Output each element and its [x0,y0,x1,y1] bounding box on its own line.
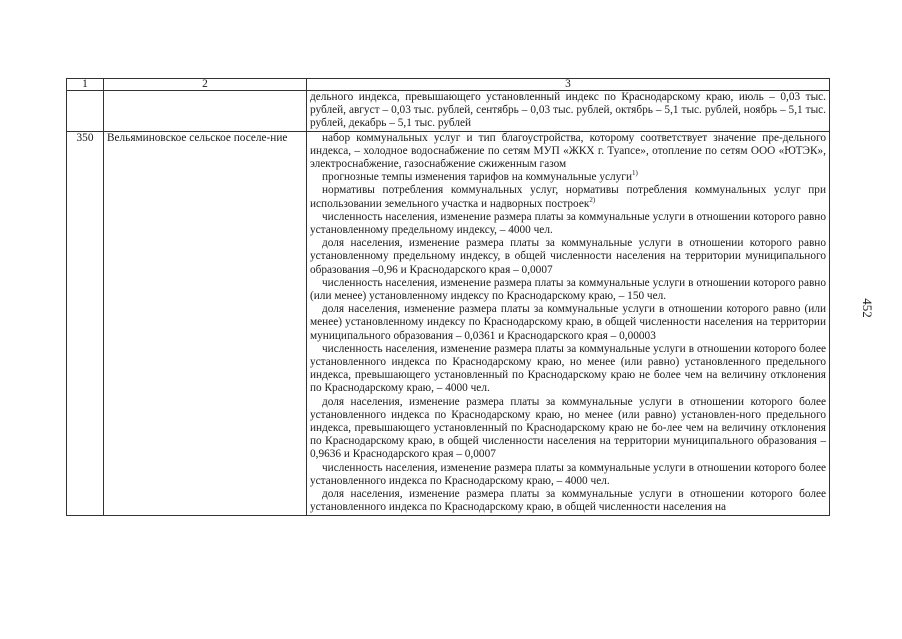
continued-row-content [307,91,830,132]
row-content [307,131,830,515]
header-col-1: 1 [67,79,104,91]
continued-paragraph: дельного индекса, превышающего установленный индекс по Краснодарскому краю, июль – 0,03 тыс. рублей, август – 0,03 тыс. рублей, сентябрь – 0,03 тыс. рублей, октябрь – 5,1 тыс. рублей, ноябрь – 5,1 тыс. рублей, декабрь – 5,1 тыс. рублей [310,91,826,130]
content-paragraph [310,184,826,210]
continued-row-number [67,91,104,132]
paragraph-text: численность населения, изменение размера платы за коммунальные услуги в отношении которого равно установленному предельному индексу, – 4000 чел. [310,210,826,237]
header-col-2: 2 [104,79,307,91]
paragraph-text: численность населения, изменение размера платы за коммунальные услуги в отношении которого равно (или менее) установленному индексу по Краснодарскому краю, – 150 чел. [310,276,826,303]
table-row [67,131,830,515]
footnote-mark: 2) [589,195,596,204]
header-row [67,79,830,91]
paragraph-text: набор коммунальных услуг и тип благоустройства, которому соответствует значение пре-дельного индекса, – холодное водоснабжение по сетям МУП «ЖКХ г. Туапсе», отопление по сетям ООО «ЮТЭК», электроснабжение, газоснабжение сжиженным газом [310,131,826,171]
continued-row [67,91,830,132]
document-table [66,78,830,516]
row-municipality: Вельяминовское сельское поселе-ние [104,131,307,515]
row-number: 350 [67,131,104,515]
content-paragraph [310,462,826,488]
paragraph-text: прогнозные темпы изменения тарифов на коммунальные услуги [322,171,632,184]
content-paragraph [310,396,826,462]
paragraph-text: доля населения, изменение размера платы за коммунальные услуги в отношении которого более установленного индекса по Краснодарскому краю, но менее (или равно) установлен-ного предельного индекса, превышающего установленный по Краснодарскому краю не бо-лее чем на величину отклонения по Краснодарскому краю, в общей численности населения на территории муниципального образования – 0,9636 и Краснодарского края – 0,0007 [310,395,826,461]
content-paragraph [310,237,826,277]
paragraph-text: доля населения, изменение размера платы за коммунальные услуги в отношении которого более установленного индекса по Краснодарскому краю, в общей численности населения на [310,488,826,514]
paragraph-text: нормативы потребления коммунальных услуг, нормативы потребления коммунальных услуг при использовании земельного участка и надворных построек [310,184,826,210]
paragraph-text: доля населения, изменение размера платы за коммунальные услуги в отношении которого равно (или менее) установленному индексу по Краснодарскому краю, в общей численности населения на территории муниципального образования – 0,0361 и Краснодарского края – 0,00003 [310,303,826,342]
header-col-3: 3 [307,79,830,91]
page-number: 452 [860,298,875,318]
content-paragraph [310,132,826,172]
footnote-mark: 1) [632,169,638,178]
continued-row-municipality [104,91,307,132]
content-paragraph [310,171,826,184]
content-paragraph [310,303,826,343]
content-paragraph [310,488,826,514]
paragraph-text: численность населения, изменение размера платы за коммунальные услуги в отношении которого более установленного индекса по Краснодарскому краю, но менее (или равно) установленного предельного индекса, превышающего установленный по Краснодарскому краю не более чем на величину отклонения по Краснодарскому краю, – 4000 чел. [310,342,826,395]
content-paragraph [310,211,826,237]
content-paragraph [310,277,826,303]
paragraph-text: численность населения, изменение размера платы за коммунальные услуги в отношении которого более установленного индекса по Краснодарскому краю, – 4000 чел. [310,461,826,487]
content-paragraph [310,343,826,396]
paragraph-text: доля населения, изменение размера платы за коммунальные услуги в отношении которого равно установленному предельному индексу, в общей численности населения на территории муниципального образования –0,96 и Краснодарского края – 0,0007 [310,237,826,276]
